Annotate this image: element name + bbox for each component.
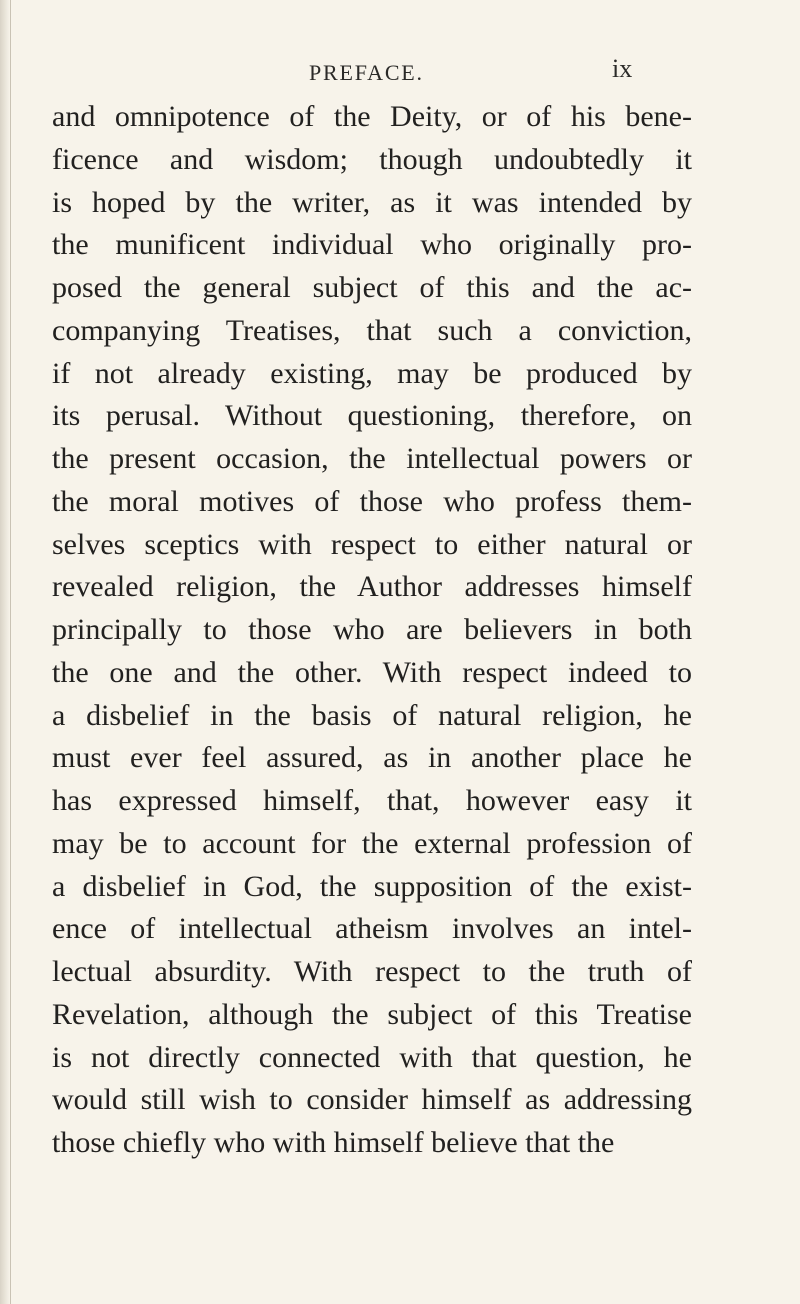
text-line: Revelation, although the subject of this Treatise <box>52 997 692 1031</box>
binding-gutter-line <box>10 0 11 1304</box>
text-line: may be to account for the external profession of <box>52 826 692 860</box>
text-line: a disbelief in the basis of natural religion, he <box>52 698 692 732</box>
text-line: ficence and wisdom; though undoubtedly it <box>52 142 692 176</box>
text-line: lectual absurdity. With respect to the truth of <box>52 955 692 988</box>
page-number: ix <box>612 54 633 83</box>
text-line: selves sceptics with respect to either natural or <box>52 527 692 561</box>
running-head-title: PREFACE. <box>309 60 424 85</box>
text-line: is hoped by the writer, as it was intended by <box>52 185 692 219</box>
text-line: ence of intellectual atheism involves an intel- <box>52 912 692 946</box>
text-line: the moral motives of those who profess them- <box>52 484 692 518</box>
text-line: the one and the other. With respect indeed to <box>52 655 692 689</box>
text-line: would still wish to consider himself as addressing <box>52 1083 692 1117</box>
text-line: must ever feel assured, as in another place he <box>52 741 692 775</box>
binding-gutter-shadow <box>0 0 10 1304</box>
text-line: is not directly connected with that question, he <box>52 1040 692 1074</box>
text-line: if not already existing, may be produced by <box>52 356 692 390</box>
page-header <box>0 54 800 94</box>
body-text <box>52 96 692 1165</box>
text-line: a disbelief in God, the supposition of the exist- <box>52 869 692 903</box>
text-line: revealed religion, the Author addresses himself <box>52 570 692 604</box>
text-line: the present occasion, the intellectual powers or <box>52 442 692 475</box>
text-line: its perusal. Without questioning, therefore, on <box>52 399 692 433</box>
text-line: companying Treatises, that such a conviction, <box>52 313 692 347</box>
text-line: principally to those who are believers in both <box>52 613 692 646</box>
text-line: posed the general subject of this and the ac- <box>52 271 692 304</box>
text-line: has expressed himself, that, however easy it <box>52 784 692 817</box>
text-line: the munificent individual who originally pro- <box>52 228 692 262</box>
text-line: and omnipotence of the Deity, or of his bene- <box>52 100 692 133</box>
text-line: those chiefly who with himself believe that the <box>52 1126 615 1159</box>
